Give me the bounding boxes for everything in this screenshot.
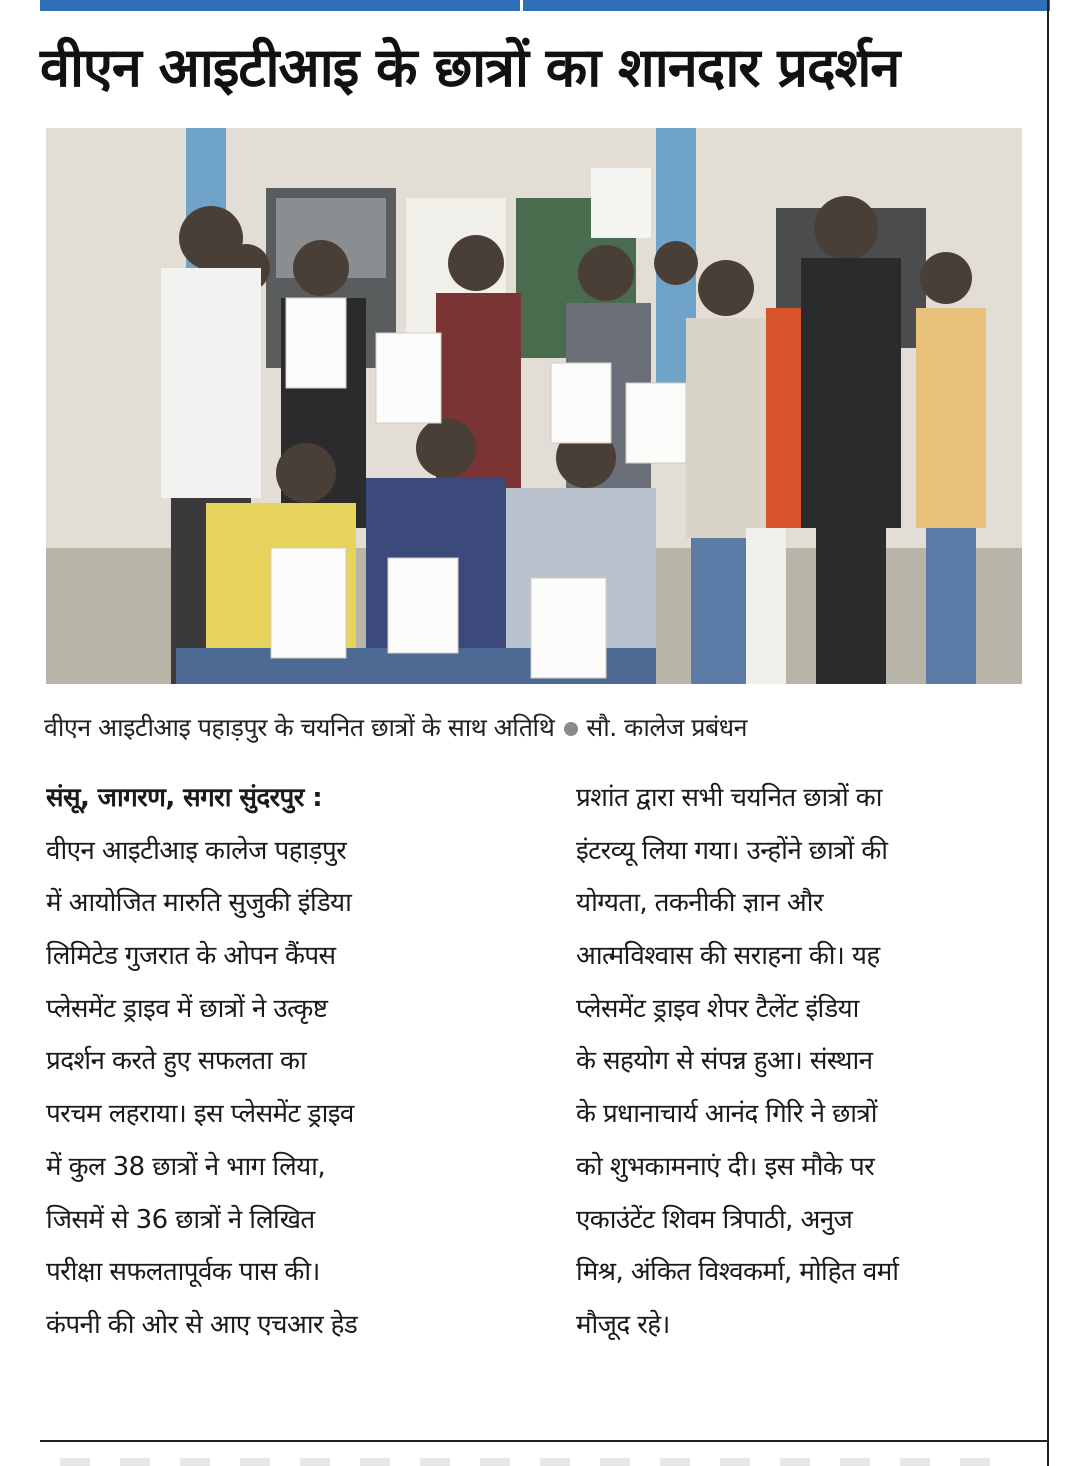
photo-credit: सौ. कालेज प्रबंधन bbox=[586, 713, 748, 742]
article-line: परीक्षा सफलतापूर्वक पास की। bbox=[46, 1257, 320, 1288]
article-line: लिमिटेड गुजरात के ओपन कैंपस bbox=[46, 941, 336, 972]
article-line: को शुभकामनाएं दी। इस मौके पर bbox=[576, 1151, 875, 1182]
header-strip-tick bbox=[520, 0, 523, 11]
photo-caption bbox=[44, 700, 1044, 756]
column-rule-right bbox=[1047, 0, 1049, 1466]
article-line: प्रदर्शन करते हुए सफलता का bbox=[46, 1046, 307, 1077]
article-line: इंटरव्यू लिया गया। उन्होंने छात्रों की bbox=[576, 835, 888, 866]
photo-caption-text: वीएन आइटीआइ पहाड़पुर के चयनित छात्रों के साथ अतिथि bbox=[44, 713, 555, 742]
article-line: में आयोजित मारुति सुजुकी इंडिया bbox=[46, 888, 352, 919]
caption-bullet-icon bbox=[564, 722, 578, 736]
article-photo bbox=[46, 128, 1022, 684]
group-photo-illustration bbox=[46, 128, 1022, 684]
article-line: में कुल 38 छात्रों ने भाग लिया, bbox=[46, 1151, 325, 1182]
article-dateline: संसू, जागरण, सगरा सुंदरपुर : bbox=[46, 783, 323, 813]
article-line: मौजूद रहे। bbox=[576, 1309, 670, 1340]
article-headline: वीएन आइटीआइ के छात्रों का शानदार प्रदर्शन bbox=[40, 36, 900, 99]
article-line: प्रशांत द्वारा सभी चयनित छात्रों का bbox=[576, 783, 882, 813]
next-article-bleed bbox=[60, 1458, 1020, 1466]
bottom-divider bbox=[40, 1440, 1048, 1442]
article-line: योग्यता, तकनीकी ज्ञान और bbox=[576, 888, 823, 919]
article-line: एकाउंटेंट शिवम त्रिपाठी, अनुज bbox=[576, 1204, 853, 1235]
article-line: के सहयोग से संपन्न हुआ। संस्थान bbox=[576, 1046, 873, 1077]
article-column-right bbox=[576, 772, 1041, 1352]
article-line: वीएन आइटीआइ कालेज पहाड़पुर bbox=[46, 835, 347, 866]
article-line: कंपनी की ओर से आए एचआर हेड bbox=[46, 1309, 358, 1340]
article-line: आत्मविश्वास की सराहना की। यह bbox=[576, 941, 880, 972]
article-line: प्लेसमेंट ड्राइव शेपर टैलेंट इंडिया bbox=[576, 993, 859, 1024]
article-column-left bbox=[46, 772, 536, 1352]
article-line: मिश्र, अंकित विश्वकर्मा, मोहित वर्मा bbox=[576, 1257, 899, 1288]
article-line: प्लेसमेंट ड्राइव में छात्रों ने उत्कृष्ट bbox=[46, 993, 328, 1024]
article-line: के प्रधानाचार्य आनंद गिरि ने छात्रों bbox=[576, 1099, 877, 1130]
article-line: परचम लहराया। इस प्लेसमेंट ड्राइव bbox=[46, 1099, 354, 1130]
article-line: जिसमें से 36 छात्रों ने लिखित bbox=[46, 1204, 315, 1235]
header-color-strip bbox=[40, 0, 1050, 11]
